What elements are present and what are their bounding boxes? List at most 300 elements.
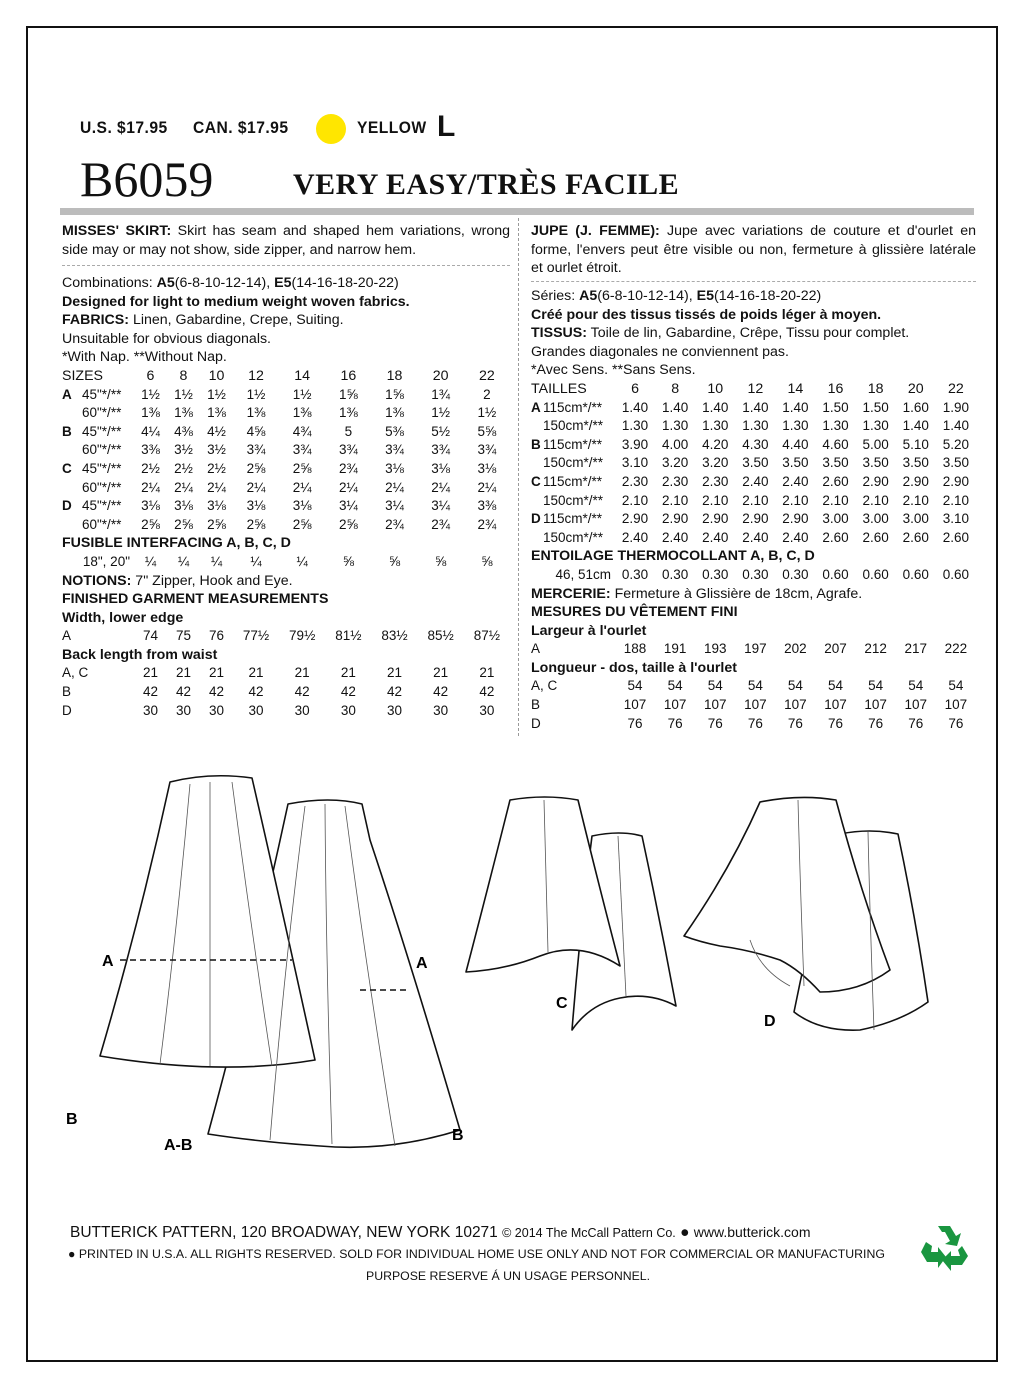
yardage-table: [62, 367, 510, 720]
measurement-value: 107: [703, 697, 727, 713]
measurement-row: [531, 715, 976, 734]
interfacing-value: ¼: [144, 553, 157, 569]
measurement-value: 74: [142, 628, 158, 644]
measurement-value: 30: [479, 702, 495, 718]
yardage-value: 2⅝: [246, 460, 266, 476]
interfacing-value: ¼: [296, 553, 308, 569]
skirt-illustrations: [60, 760, 970, 1160]
fabric-width: 115cm*/**: [543, 473, 603, 489]
measurement-value: 76: [868, 715, 884, 731]
pattern-number: B6059: [80, 151, 214, 207]
interfacing-value: 0.60: [942, 566, 970, 582]
yardage-row: [531, 529, 976, 548]
footer-line2: [68, 1247, 885, 1261]
yardage-value: 3⅛: [246, 498, 266, 514]
yardage-value: 2: [483, 386, 491, 402]
yardage-value: 2⅝: [338, 516, 358, 532]
yardage-value: 2½: [207, 460, 226, 476]
yardage-row: [531, 454, 976, 473]
yardage-value: 3½: [207, 442, 226, 458]
measurement-row: [62, 702, 510, 721]
fabric-width: 150cm*/**: [543, 529, 604, 545]
measurement-value: 76: [208, 628, 224, 644]
view-letter: [531, 492, 543, 511]
notions: [62, 572, 510, 591]
section-subheading: [62, 646, 510, 665]
combo-e-sizes: (14-16-18-20-22): [713, 288, 822, 304]
measurement-value: 42: [386, 684, 403, 700]
measurement-value: 54: [627, 678, 643, 694]
yardage-value: 1.30: [742, 418, 769, 434]
interfacing-value: 0.30: [662, 566, 689, 582]
yardage-value: 2.90: [742, 511, 769, 527]
view-letter: [62, 516, 82, 535]
combinations-label: Séries:: [531, 288, 580, 304]
yardage-value: 2.40: [702, 529, 729, 545]
measurement-value: 76: [707, 715, 723, 731]
length-label: Longueur - dos, taille à l'ourlet: [531, 659, 737, 676]
yardage-value: 2.90: [782, 511, 809, 527]
yardage-value: 1⅜: [207, 405, 226, 421]
yardage-value: 1⅜: [174, 405, 193, 421]
yardage-value: 1⅜: [141, 405, 160, 421]
website-link[interactable]: www.butterick.com: [693, 1224, 811, 1240]
yardage-value: 1.40: [902, 418, 929, 434]
measurement-value: 21: [175, 665, 191, 681]
yardage-value: 1⅜: [385, 405, 404, 421]
interfacing-label: FUSIBLE INTERFACING A, B, C, D: [62, 535, 291, 552]
measurement-value: 76: [787, 715, 803, 731]
measurement-value: 42: [294, 684, 310, 700]
fabric-width: 45"*/**: [82, 498, 122, 514]
size-header: 22: [947, 380, 964, 397]
yardage-value: 1.40: [621, 399, 649, 415]
rights-text: PRINTED IN U.S.A. ALL RIGHTS RESERVED. SOLD FOR INDIVIDUAL HOME USE ONLY AND NOT FOR COMMERCIAL OR MANUFACTURING: [78, 1247, 885, 1261]
notions-row: [531, 585, 976, 604]
fabrics-text: Toile de lin, Gabardine, Crêpe, Tissu pour complet.: [586, 325, 910, 342]
yardage-value: 1.90: [942, 399, 970, 415]
footer-line1: [70, 1224, 810, 1242]
measurement-value: 21: [142, 665, 158, 681]
size-header: 16: [340, 367, 357, 384]
yardage-value: 1.40: [942, 418, 970, 434]
section-subheading: [531, 622, 976, 641]
yardage-value: 4.30: [742, 436, 769, 452]
interfacing-value: ¼: [210, 553, 223, 569]
fabric-width: 45"*/**: [82, 460, 122, 476]
yardage-value: 4½: [207, 423, 226, 439]
measurement-value: 87½: [473, 628, 500, 644]
measurement-value: 30: [208, 702, 224, 718]
size-header: 18: [867, 380, 884, 397]
yardage-row: [62, 497, 510, 516]
yardage-value: 2.90: [942, 473, 970, 489]
yardage-row: [531, 399, 976, 418]
yardage-value: 2.10: [942, 492, 970, 508]
measurement-row: [531, 696, 976, 715]
measurement-row: [531, 677, 976, 696]
interfacing-value: ¼: [250, 553, 262, 569]
header-rule: [60, 208, 974, 215]
yardage-value: 3.50: [862, 455, 889, 471]
yardage-value: 2¾: [477, 516, 497, 532]
size-header: 14: [787, 380, 804, 397]
measurement-value: 21: [340, 665, 356, 681]
label-c: C: [556, 995, 568, 1012]
yardage-row: [531, 417, 976, 436]
yardage-value: 3¼: [385, 498, 404, 514]
yardage-value: 2.10: [702, 492, 729, 508]
yardage-value: 2⅝: [174, 516, 193, 532]
combo-a-sizes: (6-8-10-12-14),: [174, 275, 275, 291]
view-letter: A, C: [531, 678, 558, 694]
notions-label: MERCERIE:: [531, 585, 611, 602]
nap-note: *Avec Sens. **Sans Sens.: [531, 362, 696, 379]
notions-row: [62, 572, 510, 591]
measurement-value: 30: [142, 702, 158, 718]
yardage-value: 2.30: [621, 473, 649, 489]
yardage-value: 2.90: [902, 473, 929, 489]
measurement-value: 76: [828, 715, 844, 731]
yardage-value: 1⅝: [385, 386, 404, 402]
measurement-value: 107: [623, 697, 647, 713]
bullet-icon: ●: [680, 1224, 690, 1241]
yardage-value: 4⅜: [174, 423, 193, 439]
measurement-value: 54: [667, 678, 683, 694]
view-letter: A: [62, 628, 72, 644]
interfacing-row: [531, 566, 976, 585]
yardage-value: 5.10: [902, 436, 929, 452]
yardage-value: 1½: [174, 386, 193, 402]
yardage-row: [531, 436, 976, 455]
yardage-value: 3¾: [292, 442, 312, 458]
yardage-value: 5⅝: [477, 423, 497, 439]
interfacing-value: 0.30: [621, 566, 649, 582]
yardage-row: [531, 510, 976, 529]
measurement-value: 85½: [427, 628, 454, 644]
yardage-value: 2.10: [662, 492, 689, 508]
measurement-value: 54: [828, 678, 844, 694]
measurement-value: 79½: [289, 628, 316, 644]
label-ab: A-B: [164, 1137, 193, 1154]
yardage-value: 2.40: [742, 473, 769, 489]
yardage-value: 2⅝: [207, 516, 226, 532]
measurement-value: 75: [175, 628, 191, 644]
french-column: [531, 222, 976, 733]
view-letter: A: [531, 641, 541, 657]
nap-note: *With Nap. **Without Nap.: [62, 349, 227, 366]
yardage-value: 2.60: [822, 473, 849, 489]
size-header: 20: [432, 367, 449, 384]
yardage-value: 3.00: [902, 511, 929, 527]
yardage-value: 1.30: [662, 418, 689, 434]
measurement-value: 54: [747, 678, 763, 694]
measurement-value: 42: [248, 684, 264, 700]
yardage-value: 2⅝: [292, 516, 312, 532]
yardage-value: 3⅛: [141, 498, 160, 514]
fabric-width: 60"*/**: [82, 405, 122, 421]
fabric-width: 115cm*/**: [543, 436, 603, 452]
measurement-value: 30: [340, 702, 356, 718]
yardage-value: 3¼: [338, 498, 358, 514]
measurement-value: 54: [948, 678, 964, 694]
size-header: 8: [179, 367, 188, 384]
yardage-value: 3½: [174, 442, 193, 458]
yardage-value: 1½: [207, 386, 226, 402]
measurement-value: 107: [864, 697, 887, 713]
yardage-value: 1½: [141, 386, 160, 402]
yardage-value: 3¾: [246, 442, 266, 458]
yardage-value: 1.40: [702, 399, 729, 415]
view-letter: C: [531, 473, 541, 489]
description-text: Skirt has seam and shaped hem variations, wrong side may or may not show, side zipper, and narrow hem.: [62, 223, 510, 258]
yardage-value: 3.90: [621, 436, 649, 452]
interfacing-value: 0.60: [822, 566, 849, 582]
sizes-label: SIZES: [62, 367, 103, 384]
size-header: 14: [294, 367, 311, 384]
yardage-value: 3⅛: [431, 460, 451, 476]
yardage-value: 1.40: [742, 399, 769, 415]
view-letter: D: [531, 715, 541, 731]
interfacing-value: 0.30: [782, 566, 809, 582]
yardage-value: 2.10: [902, 492, 929, 508]
sizes-row: [531, 380, 976, 399]
yardage-value: 2¾: [431, 516, 451, 532]
yardage-value: 4¾: [292, 423, 312, 439]
yardage-value: 2.40: [782, 529, 809, 545]
combo-e: E5: [274, 275, 292, 291]
view-letter: B: [62, 423, 72, 439]
measurement-value: 76: [948, 715, 964, 731]
combo-a: A5: [579, 288, 598, 304]
fabrics-text: Linen, Gabardine, Crepe, Suiting.: [129, 312, 344, 329]
interfacing-value: ⅝: [388, 553, 401, 569]
yardage-value: 3.10: [942, 511, 970, 527]
fabric-width: 45"*/**: [82, 423, 122, 439]
yardage-value: 2¼: [431, 479, 451, 495]
measurement-value: 107: [944, 697, 968, 713]
finished-label: FINISHED GARMENT MEASUREMENTS: [62, 591, 329, 608]
yardage-value: 2.40: [662, 529, 689, 545]
measurement-value: 107: [663, 697, 687, 713]
measurement-value: 207: [824, 641, 847, 657]
difficulty-label: VERY EASY/TRÈS FACILE: [293, 168, 680, 201]
yardage-value: 1.30: [862, 418, 889, 434]
fabric-width: 60"*/**: [82, 516, 122, 532]
yardage-value: 3⅛: [292, 498, 312, 514]
designed-for: [62, 293, 510, 312]
fabric-width: 45"*/**: [82, 386, 122, 402]
length-label: Back length from waist: [62, 646, 218, 663]
yardage-value: 2¾: [338, 460, 358, 476]
notions-text: Fermeture à Glissière de 18cm, Agrafe.: [610, 585, 863, 602]
yardage-value: 4⅝: [246, 423, 266, 439]
view-letter: B: [531, 436, 541, 452]
yardage-value: 1.40: [662, 399, 689, 415]
interfacing-value: 0.60: [902, 566, 929, 582]
us-price: U.S. $17.95: [80, 118, 168, 137]
interfacing-width: 46, 51cm: [555, 566, 611, 582]
combo-a-sizes: (6-8-10-12-14),: [597, 288, 697, 304]
color-letter: L: [437, 110, 456, 143]
yardage-value: 2.40: [742, 529, 769, 545]
yardage-value: 2.10: [782, 492, 809, 508]
measurement-row: [531, 640, 976, 659]
fabric-width: 115cm*/**: [543, 399, 603, 415]
measurement-value: 42: [208, 684, 224, 700]
unsuitable-note: Grandes diagonales ne conviennent pas.: [531, 343, 789, 360]
yardage-value: 3.20: [702, 455, 729, 471]
combo-e-sizes: (14-16-18-20-22): [291, 275, 399, 291]
size-header: 22: [478, 367, 495, 384]
yardage-value: 3¾: [477, 442, 497, 458]
yardage-value: 2.10: [621, 492, 649, 508]
measurement-value: 107: [784, 697, 807, 713]
size-header: 12: [747, 380, 764, 397]
yardage-value: 2¼: [174, 479, 193, 495]
measurement-value: 76: [747, 715, 763, 731]
view-letter: [531, 529, 543, 548]
can-price: CAN. $17.95: [193, 118, 289, 137]
yardage-value: 3.50: [822, 455, 849, 471]
divider: [531, 281, 976, 282]
yardage-value: 3.00: [822, 511, 849, 527]
measurement-value: 42: [142, 684, 158, 700]
yardage-row: [62, 386, 510, 405]
yardage-value: 1⅜: [292, 405, 312, 421]
measurement-value: 191: [663, 641, 687, 657]
skirt-d-front: [684, 797, 890, 992]
interfacing-value: ⅝: [435, 553, 447, 569]
yardage-value: 4¼: [141, 423, 160, 439]
yardage-value: 1½: [246, 386, 266, 402]
yardage-value: 3¾: [431, 442, 451, 458]
fabric-width: 150cm*/**: [543, 455, 604, 471]
footer-line3: PURPOSE RESERVE Á UN USAGE PERSONNEL.: [366, 1269, 651, 1283]
size-header: 16: [827, 380, 844, 397]
company-address: BUTTERICK PATTERN, 120 BROADWAY, NEW YORK 10271: [70, 1224, 498, 1241]
yardage-value: 3⅛: [385, 460, 404, 476]
yardage-row: [531, 492, 976, 511]
measurement-value: 21: [208, 665, 224, 681]
measurement-value: 107: [904, 697, 927, 713]
measurement-value: 30: [433, 702, 449, 718]
yardage-value: 1.30: [822, 418, 849, 434]
yardage-value: 2.30: [702, 473, 729, 489]
yardage-value: 1½: [431, 405, 451, 421]
fabrics-label: TISSUS:: [531, 325, 587, 342]
combinations: [62, 274, 510, 293]
measurement-value: 42: [340, 684, 356, 700]
interfacing-width: 18", 20": [82, 553, 130, 569]
designed-text: Créé pour des tissus tissés de poids léger à moyen.: [531, 306, 882, 323]
measurement-value: 76: [627, 715, 643, 731]
section-subheading: [531, 659, 976, 678]
yardage-value: 1½: [477, 405, 497, 421]
column-divider: [518, 218, 519, 736]
notions-text: 7" Zipper, Hook and Eye.: [131, 572, 293, 589]
section-subheading: [62, 609, 510, 628]
yardage-value: 2⅝: [141, 516, 160, 532]
measurement-value: 212: [864, 641, 887, 657]
view-letter: A, C: [62, 665, 89, 681]
size-header: 18: [386, 367, 403, 384]
interfacing-label: ENTOILAGE THERMOCOLLANT A, B, C, D: [531, 548, 815, 565]
measurement-value: 54: [707, 678, 723, 694]
yardage-value: 5⅜: [385, 423, 404, 439]
label-a-left: A: [102, 953, 114, 970]
fabric-width: 150cm*/**: [543, 492, 604, 508]
yardage-value: 2.90: [702, 511, 729, 527]
yardage-value: 3.20: [662, 455, 689, 471]
measurement-value: 217: [904, 641, 927, 657]
yardage-value: 2⅝: [292, 460, 312, 476]
yardage-value: 2.90: [862, 473, 889, 489]
section-heading: [531, 547, 976, 566]
view-letter: A: [62, 386, 72, 402]
measurement-value: 21: [479, 665, 495, 681]
measurement-value: 76: [908, 715, 924, 731]
yardage-value: 2¼: [246, 479, 266, 495]
measurement-value: 30: [248, 702, 264, 718]
yardage-value: 3⅛: [174, 498, 193, 514]
view-letter: [62, 441, 82, 460]
measurement-value: 202: [784, 641, 807, 657]
yardage-value: 3⅛: [477, 460, 497, 476]
yardage-table: [531, 380, 976, 733]
view-letter: C: [62, 460, 72, 476]
combo-e: E5: [696, 288, 714, 304]
yardage-value: 3.50: [782, 455, 809, 471]
yardage-value: 1½: [292, 386, 312, 402]
sizes-row: [62, 367, 510, 386]
yardage-row: [62, 423, 510, 442]
yardage-value: 3⅜: [141, 442, 160, 458]
measurement-value: 188: [623, 641, 647, 657]
yardage-value: 2¾: [385, 516, 404, 532]
yardage-value: 2½: [141, 460, 160, 476]
yardage-value: 4.20: [702, 436, 729, 452]
yardage-row: [62, 460, 510, 479]
yardage-row: [531, 473, 976, 492]
combo-a: A5: [156, 275, 175, 291]
width-label: Width, lower edge: [62, 609, 184, 626]
notions: [531, 585, 976, 604]
measurement-value: 42: [433, 684, 449, 700]
recycle-icon: [918, 1222, 970, 1272]
size-header: 6: [146, 367, 155, 384]
fabric-width: 60"*/**: [82, 479, 122, 495]
view-letter: B: [62, 684, 72, 700]
size-header: 20: [907, 380, 924, 397]
yardage-value: 2¼: [477, 479, 497, 495]
yardage-value: 5½: [431, 423, 451, 439]
yardage-value: 3.10: [621, 455, 649, 471]
view-letter: B: [531, 697, 541, 713]
combinations: [531, 287, 976, 306]
width-label: Largeur à l'ourlet: [531, 622, 647, 639]
section-heading: [62, 534, 510, 553]
view-letter: [62, 479, 82, 498]
yardage-value: 2.10: [862, 492, 889, 508]
fabric-width: 150cm*/**: [543, 418, 604, 434]
yardage-row: [62, 516, 510, 535]
measurement-row: [62, 683, 510, 702]
yardage-value: 3.50: [942, 455, 970, 471]
yardage-value: 2.40: [782, 473, 809, 489]
measurement-value: 193: [703, 641, 727, 657]
measurement-value: 197: [744, 641, 767, 657]
